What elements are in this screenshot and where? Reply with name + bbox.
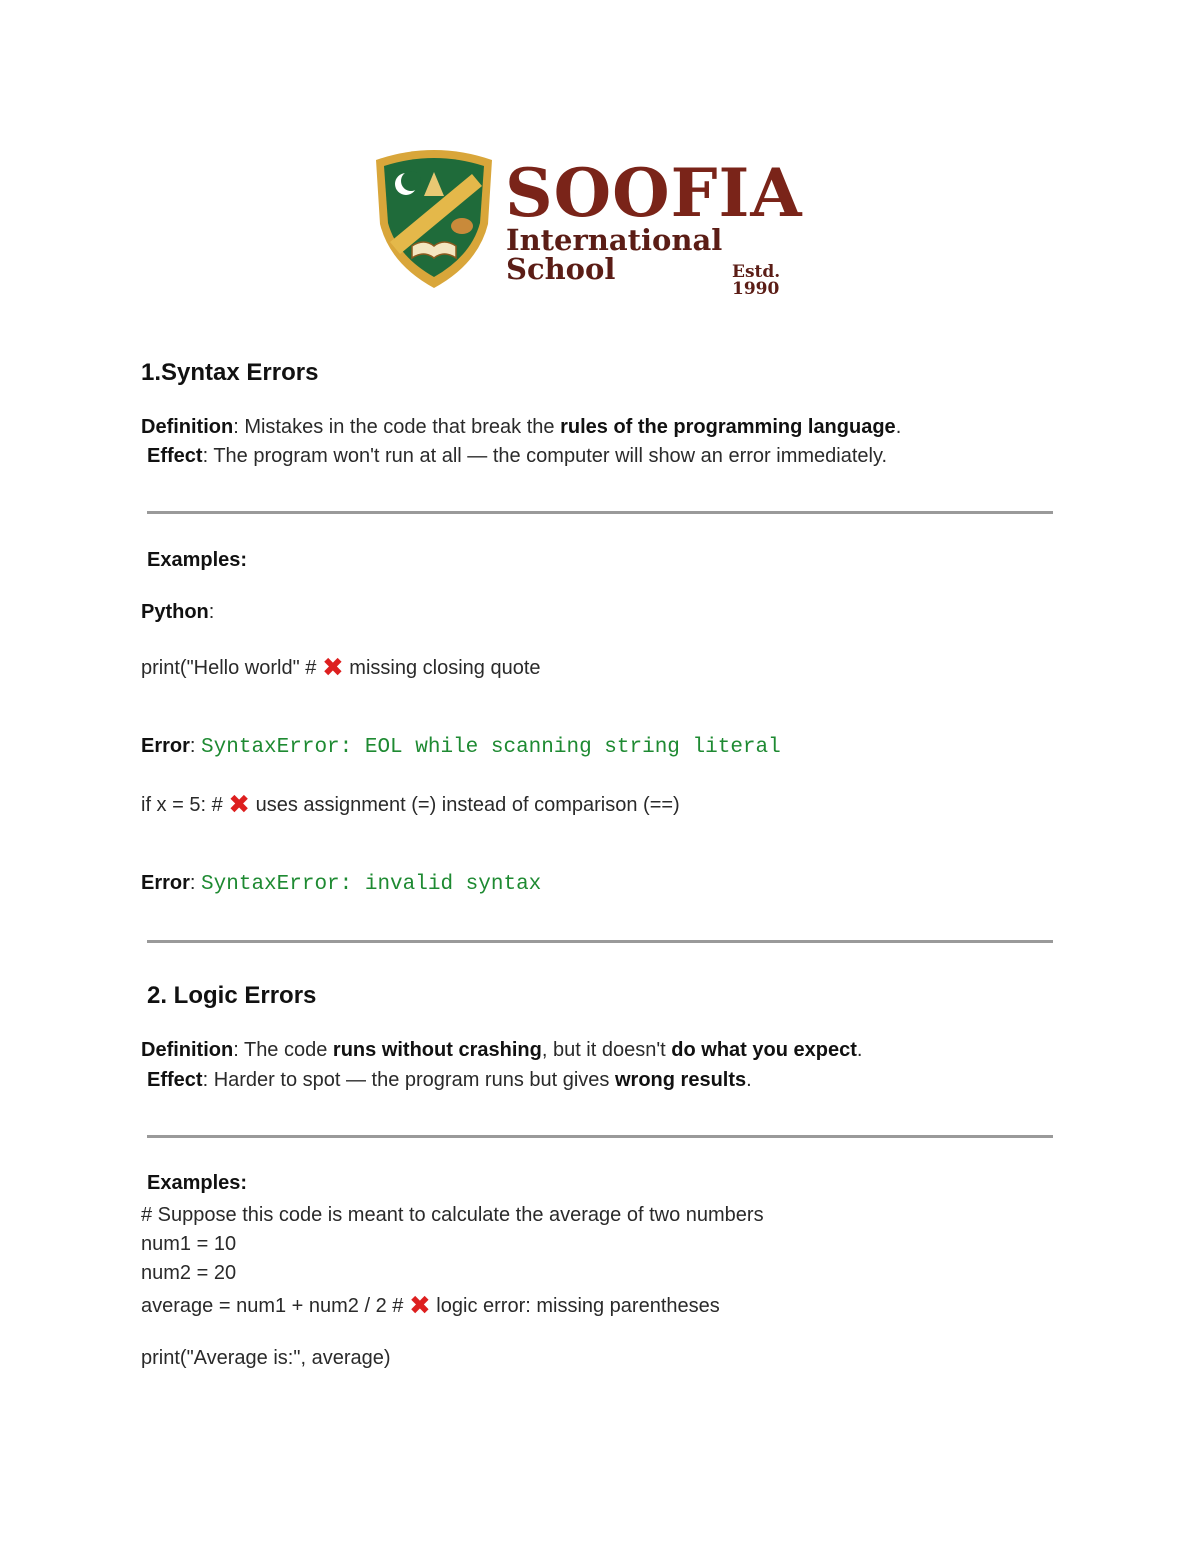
example2-line [141, 789, 680, 820]
definition-emphasis: rules of the programming language [560, 416, 896, 438]
school-established: Estd. 1990 [732, 262, 781, 299]
cross-icon: ✖ [321, 652, 344, 682]
section1-effect [147, 445, 887, 468]
example2-code: if x = 5: # [141, 794, 229, 816]
code-num1-line: num1 = 10 [141, 1233, 237, 1255]
code-print-line: print("Average is:", average) [141, 1347, 391, 1369]
cross-icon: ✖ [408, 1290, 431, 1320]
definition-emphasis: runs without crashing [332, 1039, 542, 1061]
error1-code: SyntaxError: EOL while scanning string literal [201, 736, 781, 759]
definition-end: . [856, 1039, 863, 1061]
error1-colon: : [189, 735, 202, 757]
section2-examples-label [147, 1172, 247, 1195]
effect-emphasis: wrong results [615, 1069, 747, 1091]
error2-code: SyntaxError: invalid syntax [201, 873, 542, 896]
section1-definition [141, 416, 901, 439]
error2-line [141, 872, 541, 896]
code-num2-line: num2 = 20 [141, 1262, 237, 1284]
divider [147, 940, 1053, 943]
example2-comment: uses assignment (=) instead of comparison (==) [250, 794, 680, 816]
school-logo [372, 146, 832, 299]
divider [147, 511, 1053, 514]
definition-text: , but it doesn't [541, 1039, 672, 1061]
cross-icon: ✖ [228, 789, 251, 819]
definition-emphasis: do what you expect [671, 1039, 857, 1061]
effect-end: . [746, 1069, 752, 1091]
error2-label: Error [141, 872, 190, 894]
definition-text: : The code [233, 1039, 333, 1061]
average-comment: logic error: missing parentheses [430, 1295, 720, 1317]
section1-title: 1.Syntax Errors [141, 359, 319, 386]
definition-label: Definition [141, 1039, 234, 1061]
examples-label: Examples: [147, 549, 248, 571]
example1-line [141, 652, 541, 683]
code-average-line [141, 1290, 720, 1321]
section1-examples-label [147, 549, 247, 572]
effect-label: Effect [147, 1069, 203, 1091]
section2-definition [141, 1039, 862, 1062]
error1-line [141, 735, 781, 759]
example1-code: print("Hello world" # [141, 657, 322, 679]
section2-effect [147, 1069, 752, 1092]
effect-label: Effect [147, 445, 203, 467]
error2-colon: : [189, 872, 202, 894]
definition-label: Definition [141, 416, 234, 438]
effect-text: : The program won't run at all — the computer will show an error immediately. [202, 445, 888, 467]
divider [147, 1135, 1053, 1138]
example1-comment: missing closing quote [343, 657, 541, 679]
python-label-colon: : [208, 601, 215, 623]
python-label [141, 601, 214, 624]
average-code: average = num1 + num2 / 2 # [141, 1295, 409, 1317]
python-label-text: Python [141, 601, 209, 623]
shield-emblem-icon [372, 146, 496, 290]
definition-text: : Mistakes in the code that break the [233, 416, 561, 438]
definition-end: . [895, 416, 902, 438]
section2-title: 2. Logic Errors [147, 982, 317, 1009]
school-subtitle: International School [506, 223, 723, 286]
school-name: SOOFIA [505, 154, 803, 232]
effect-text: : Harder to spot — the program runs but gives [202, 1069, 615, 1091]
error1-label: Error [141, 735, 190, 757]
code-comment-line: # Suppose this code is meant to calculate the average of two numbers [141, 1204, 764, 1226]
examples-label: Examples: [147, 1172, 248, 1194]
